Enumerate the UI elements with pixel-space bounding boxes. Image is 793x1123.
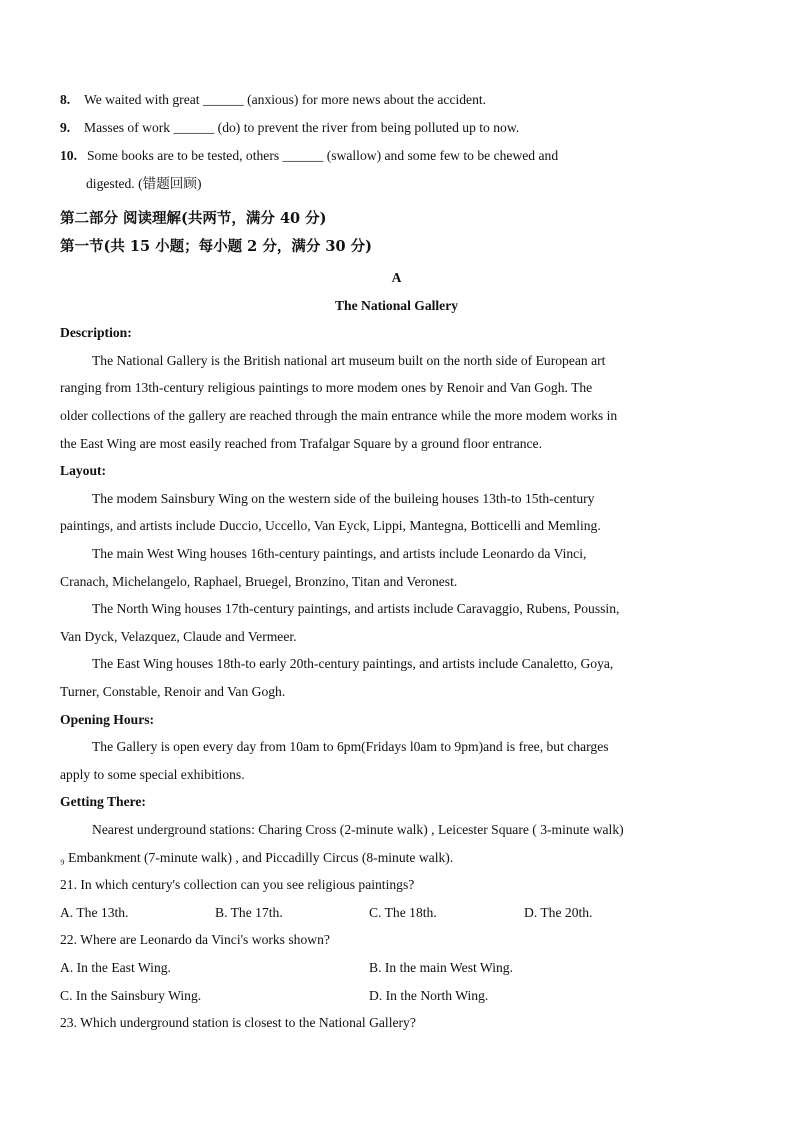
- option-21-b[interactable]: B. The 17th.: [215, 905, 283, 920]
- layout-line: The modem Sainsbury Wing on the western side of the buileing houses 13th-to 15th-century: [92, 491, 595, 506]
- part2-header: 第二部分 阅读理解(共两节，满分 40 分): [60, 210, 327, 227]
- layout-line: paintings, and artists include Duccio, Uccello, Van Eyck, Lippi, Mantegna, Botticelli and Memling.: [60, 518, 601, 533]
- section1-header: 第一节(共 15 小题；每小题 2 分，满分 30 分): [60, 238, 372, 255]
- option-22-b[interactable]: B. In the main West Wing.: [369, 960, 513, 975]
- layout-line: Van Dyck, Velazquez, Claude and Vermeer.: [60, 629, 297, 644]
- getting-there-line: Nearest underground stations: Charing Cross (2-minute walk) , Leicester Square ( 3-minute walk): [92, 822, 624, 837]
- question-21: 21. In which century's collection can you see religious paintings?: [60, 877, 415, 892]
- description-heading: Description:: [60, 325, 132, 340]
- description-line: ranging from 13th-century religious paintings to more modem ones by Renoir and Van Gogh. The: [60, 380, 593, 395]
- hours-heading: Opening Hours:: [60, 712, 155, 727]
- option-21-c[interactable]: C. The 18th.: [369, 905, 437, 920]
- exercise-10: 10. Some books are to be tested, others ______ (swallow) and some few to be chewed and: [60, 148, 559, 163]
- layout-line: The main West Wing houses 16th-century paintings, and artists include Leonardo da Vinci,: [92, 546, 587, 561]
- layout-line: Turner, Constable, Renoir and Van Gogh.: [60, 684, 286, 699]
- hours-line: The Gallery is open every day from 10am to 6pm(Fridays l0am to 9pm)and is free, but charges: [92, 739, 609, 754]
- exercise-10-continuation: digested. (错题回顾): [86, 176, 202, 191]
- option-22-a[interactable]: A. In the East Wing.: [60, 960, 171, 975]
- description-line: older collections of the gallery are reached through the main entrance while the more modem works in: [60, 408, 618, 423]
- option-22-d[interactable]: D. In the North Wing.: [369, 988, 489, 1003]
- layout-line: The North Wing houses 17th-century paintings, and artists include Caravaggio, Rubens, Poussin,: [92, 601, 620, 616]
- layout-line: Cranach, Michelangelo, Raphael, Bruegel, Bronzino, Titan and Veronest.: [60, 574, 458, 589]
- option-21-d[interactable]: D. The 20th.: [524, 905, 593, 920]
- layout-line: The East Wing houses 18th-to early 20th-century paintings, and artists include Canaletto, Goya,: [92, 656, 614, 671]
- passage-title: The National Gallery: [334, 298, 459, 313]
- option-22-c[interactable]: C. In the Sainsbury Wing.: [60, 988, 202, 1003]
- exercise-8: 8. We waited with great ______ (anxious) for more news about the accident.: [60, 92, 487, 107]
- hours-line: apply to some special exhibitions.: [60, 767, 245, 782]
- description-line: The National Gallery is the British national art museum built on the north side of European art: [92, 353, 606, 368]
- getting-there-heading: Getting There:: [60, 794, 146, 809]
- exercise-9: 9. Masses of work ______ (do) to prevent the river from being polluted up to now.: [60, 120, 520, 135]
- layout-heading: Layout:: [60, 463, 107, 478]
- description-line: the East Wing are most easily reached from Trafalgar Square by a ground floor entrance.: [60, 436, 542, 451]
- passage-letter: A: [391, 270, 402, 285]
- option-21-a[interactable]: A. The 13th.: [60, 905, 129, 920]
- question-22: 22. Where are Leonardo da Vinci's works shown?: [60, 932, 330, 947]
- question-23: 23. Which underground station is closest to the National Gallery?: [60, 1015, 416, 1030]
- getting-there-line: ₉ Embankment (7-minute walk) , and Piccadilly Circus (8-minute walk).: [60, 850, 454, 865]
